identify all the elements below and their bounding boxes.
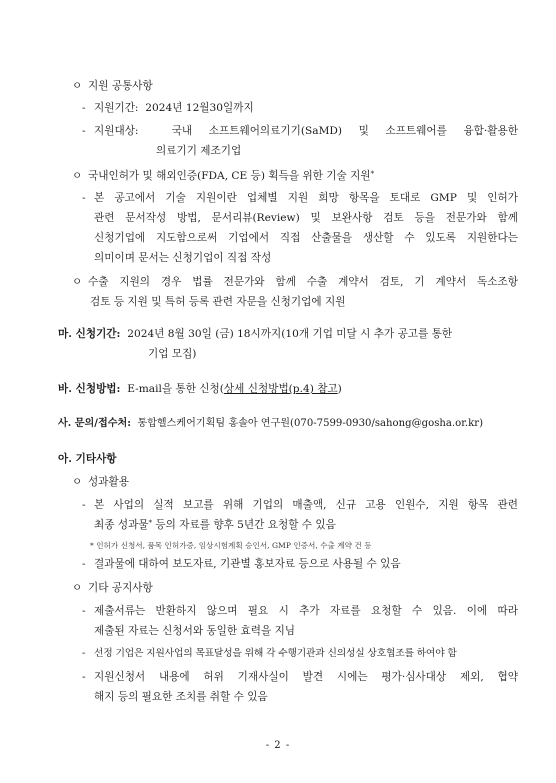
dash-bullet-icon: -: [82, 192, 86, 204]
section-ba-label: 바. 신청방법:: [58, 383, 121, 395]
export-support-line-1: ㅇ 수출 지원의 경우 법률 전문가와 함께 수출 계약서 검토, 기 계약서 독소조항: [72, 276, 518, 288]
outcome-footnote: * 인허가 신청서, 품목 인허가증, 임상시험계획 승인서, GMP 인증서, 수출 계약 건 등: [90, 541, 372, 550]
circle-bullet-icon: ㅇ: [72, 476, 83, 488]
cert-support-heading: ㅇ 국내인허가 및 해외인증(FDA, CE 등) 획득을 위한 기술 지원*: [72, 170, 375, 182]
dash-bullet-icon: -: [82, 558, 86, 570]
page-number: - 2 -: [265, 740, 291, 751]
notice-line-2: 제출된 자료는 신청서와 동일한 효력을 지님: [94, 625, 296, 637]
dash-bullet-icon: -: [82, 125, 86, 137]
dash-bullet-icon: -: [82, 102, 86, 114]
section-ma-line-1: 마. 신청기간: 2024년 8월 30일 (금) 18시까지(10개 기업 미달 시 추가 공고를 통한: [58, 328, 453, 340]
notice-line-3: - 선정 기업은 지원사업의 목표달성을 위해 각 수행기관과 신의성실 상호협조를 하여야 함: [82, 646, 457, 662]
circle-bullet-icon: ㅇ: [72, 170, 83, 182]
section-ma-line-2: 기업 모집): [148, 348, 197, 360]
notice-line-1: - 제출서류는 반환하지 않으며 필요 시 추가 자료를 요청할 수 있음. 이에 따라: [82, 605, 518, 617]
support-target-line: - 지원대상: 국내 소프트웨어의료기기(SaMD) 및 소프트웨어를 융합·활용한: [82, 125, 518, 137]
dash-bullet-icon: -: [82, 648, 86, 659]
section-sa-line: 사. 문의/접수처: 통합헬스케어기획팀 홍솔아 연구원(070-7599-0930/sahong@gosha.or.kr): [58, 418, 484, 429]
circle-bullet-icon: ㅇ: [72, 582, 83, 594]
section-a-heading: 아. 기타사항: [58, 453, 117, 465]
cert-desc-line-3: 신청기업에 지도함으로써 기업에서 직접 산출물을 생산할 수 있도록 지원한다는: [94, 232, 518, 244]
section-ba-line: 바. 신청방법: E-mail을 통한 신청(상세 신청방법(p.4) 참고): [58, 383, 342, 395]
dash-bullet-icon: -: [82, 671, 86, 683]
outcome-line-3: - 결과물에 대하여 보도자료, 기관별 홍보자료 등으로 사용될 수 있음: [82, 558, 401, 570]
cert-desc-line-4: 의미이며 문서는 신청기업이 직접 작성: [94, 252, 272, 264]
export-support-line-2: 검토 등 지원 및 특허 등록 관련 자문을 신청기업에 지원: [90, 296, 346, 308]
common-support-heading: ㅇ 지원 공통사항: [72, 80, 153, 92]
circle-bullet-icon: ㅇ: [72, 80, 83, 92]
cert-desc-line-2: 관련 문서작성 방법, 문서리뷰(Review) 및 보완사항 검토 등을 전문가와 함께: [94, 212, 518, 224]
outcome-line-1: - 본 사업의 실적 보고를 위해 기업의 매출액, 신규 고용 인원수, 지원 항목 관련: [82, 499, 518, 511]
outcome-line-2: 최종 성과물* 등의 자료를 향후 5년간 요청할 수 있음: [94, 519, 336, 531]
circle-bullet-icon: ㅇ: [72, 276, 83, 288]
section-sa-label: 사. 문의/접수처:: [58, 418, 131, 429]
dash-bullet-icon: -: [82, 605, 86, 617]
support-period-line: - 지원기간: 2024년 12월30일까지: [82, 102, 254, 114]
cert-desc-line-1: - 본 공고에서 기술 지원이란 업체별 지원 희망 항목을 토대로 GMP 및 인허가: [82, 192, 518, 204]
notice-line-5: 해지 등의 필요한 조치를 취할 수 있음: [94, 691, 268, 703]
support-target-line-2: 의료기기 제조기업: [156, 145, 242, 157]
notice-heading: ㅇ 기타 공지사항: [72, 582, 153, 594]
dash-bullet-icon: -: [82, 499, 86, 511]
apply-method-link[interactable]: 상세 신청방법(p.4) 참고: [223, 383, 338, 395]
section-ma-label: 마. 신청기간:: [58, 328, 121, 340]
outcome-heading: ㅇ 성과활용: [72, 476, 129, 488]
notice-line-4: - 지원신청서 내용에 허위 기재사실이 발견 시에는 평가·심사대상 제외, 협약: [82, 671, 518, 683]
